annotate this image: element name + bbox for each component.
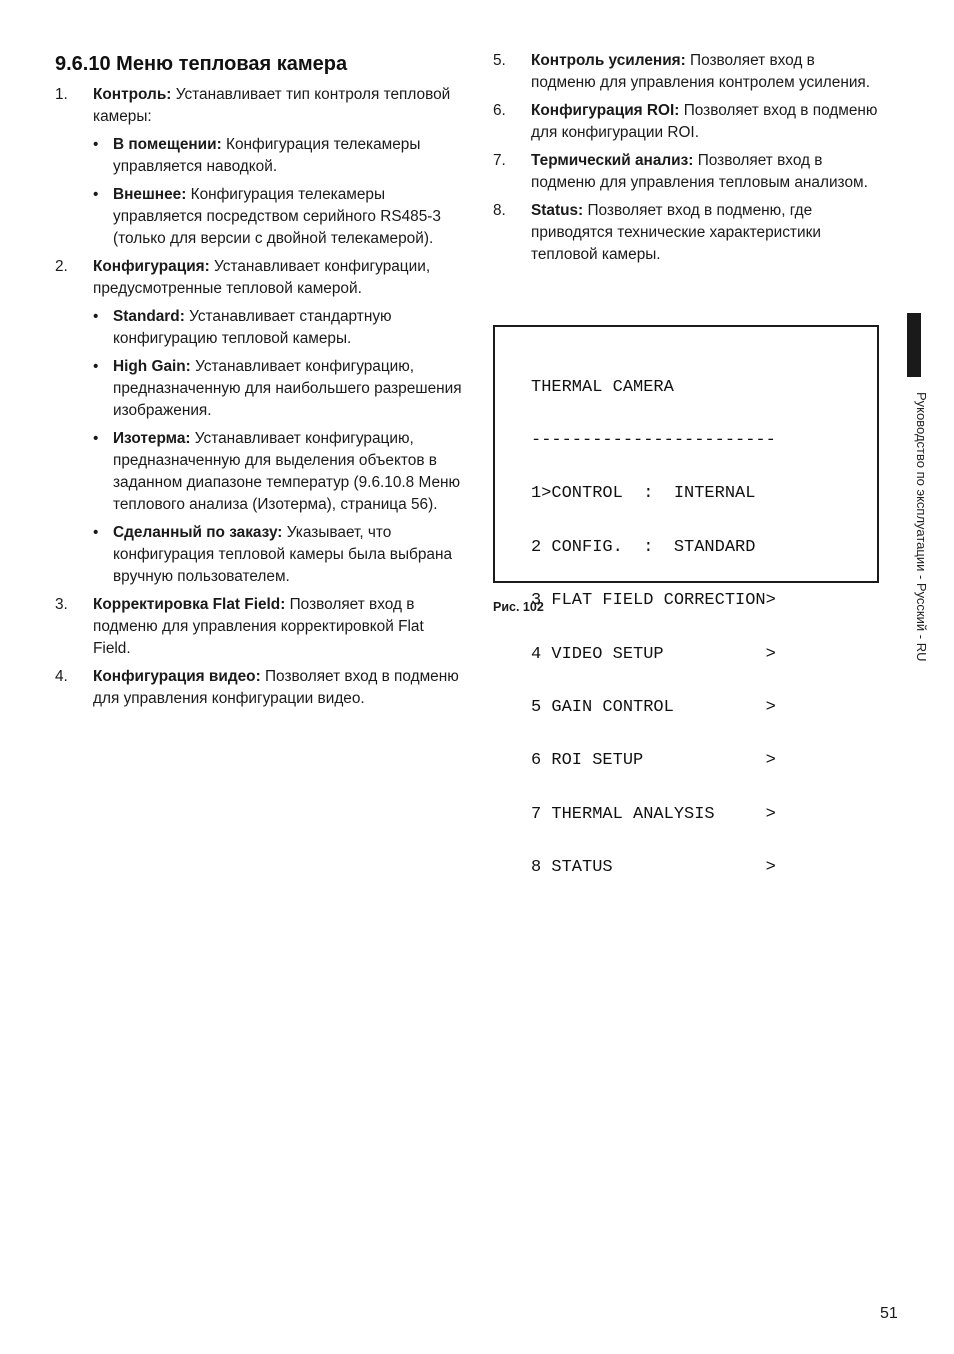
item-label: Термический анализ:	[531, 152, 694, 169]
osd-title: THERMAL CAMERA	[531, 377, 674, 397]
bullet-label: Сделанный по заказу:	[113, 524, 283, 541]
bullet-label: High Gain:	[113, 358, 191, 375]
bullet-icon: •	[93, 136, 99, 153]
item-label: Status:	[531, 202, 584, 219]
osd-line-status: 8 STATUS >	[531, 858, 776, 878]
osd-line-config: 2 CONFIG. : STANDARD	[531, 537, 756, 557]
item-text: Позволяет вход в подменю для управления контролем усиления.	[531, 52, 871, 91]
bullet-icon: •	[93, 358, 99, 375]
osd-divider: ------------------------	[531, 430, 776, 450]
osd-line-gain-control: 5 GAIN CONTROL >	[531, 697, 776, 717]
bullet-item-isotherm	[55, 428, 465, 516]
bullet-text: Устанавливает стандартную конфигурацию тепловой камеры.	[113, 308, 392, 347]
item-number: 1.	[55, 86, 68, 103]
item-text: Позволяет вход в подменю для управления конфигурации видео.	[93, 668, 459, 707]
list-item-flat-field	[55, 594, 465, 660]
list-item-gain-control	[493, 50, 883, 94]
bullet-text: Конфигурация телекамеры управляется посредством серийного RS485-3 (только для версии с двойной телекамерой).	[113, 186, 441, 247]
item-text: Позволяет вход в подменю для управления корректировкой Flat Field.	[93, 596, 424, 657]
side-running-label: Руководство по эксплуатации - Русский - RU	[914, 392, 929, 662]
item-number: 3.	[55, 596, 68, 613]
bullet-item-custom	[55, 522, 465, 588]
bullet-item-high-gain	[55, 356, 465, 422]
bullet-text: Указывает, что конфигурация тепловой камеры была выбрана вручную пользователем.	[113, 524, 453, 585]
osd-line-roi-setup: 6 ROI SETUP >	[531, 751, 776, 771]
bullet-item-external	[55, 184, 465, 250]
list-item-roi-config	[493, 100, 883, 144]
item-label: Конфигурация ROI:	[531, 102, 680, 119]
bullet-label: Standard:	[113, 308, 185, 325]
item-label: Конфигурация:	[93, 258, 210, 275]
item-label: Конфигурация видео:	[93, 668, 261, 685]
section-title: 9.6.10 Меню тепловая камера	[55, 53, 348, 75]
item-number: 5.	[493, 52, 506, 69]
bullet-text: Устанавливает конфигурацию, предназначенную для наибольшего разрешения изображения.	[113, 358, 462, 419]
item-text: Устанавливает конфигурации, предусмотренные тепловой камерой.	[93, 258, 431, 297]
item-label: Контроль:	[93, 86, 172, 103]
item-text: Позволяет вход в подменю для управления тепловым анализом.	[531, 152, 868, 191]
item-text: Устанавливает тип контроля тепловой камеры:	[93, 86, 451, 125]
osd-line-control: 1>CONTROL : INTERNAL	[531, 484, 756, 504]
bullet-item-standard	[55, 306, 465, 350]
osd-line-flat-field: 3 FLAT FIELD CORRECTION>	[531, 591, 776, 611]
osd-line-thermal-analysis: 7 THERMAL ANALYSIS >	[531, 804, 776, 824]
figure-caption: Рис. 102	[493, 600, 544, 614]
page-number: 51	[880, 1305, 898, 1322]
left-column	[55, 50, 465, 716]
list-item-status	[493, 200, 883, 266]
item-number: 2.	[55, 258, 68, 275]
item-text: Позволяет вход в подменю для конфигурации ROI.	[531, 102, 878, 141]
list-item-configuration	[55, 256, 465, 300]
item-number: 6.	[493, 102, 506, 119]
bullet-icon: •	[93, 524, 99, 541]
bullet-text: Конфигурация телекамеры управляется наводкой.	[113, 136, 421, 175]
item-label: Корректировка Flat Field:	[93, 596, 286, 613]
osd-menu-text	[531, 343, 776, 913]
item-number: 8.	[493, 202, 506, 219]
side-tab-marker	[907, 313, 921, 377]
right-column	[493, 50, 883, 272]
bullet-icon: •	[93, 186, 99, 203]
list-item-video-config	[55, 666, 465, 710]
bullet-icon: •	[93, 430, 99, 447]
item-text: Позволяет вход в подменю, где приводятся технические характеристики тепловой камеры.	[531, 202, 821, 263]
bullet-icon: •	[93, 308, 99, 325]
item-label: Контроль усиления:	[531, 52, 686, 69]
osd-line-video-setup: 4 VIDEO SETUP >	[531, 644, 776, 664]
list-item-thermal-analysis	[493, 150, 883, 194]
bullet-label: В помещении:	[113, 136, 222, 153]
bullet-label: Изотерма:	[113, 430, 191, 447]
bullet-text: Устанавливает конфигурацию, предназначенную для выделения объектов в заданном диапазоне температур (9.6.10.8 Меню теплового анализа (Изотерма), страница 56).	[113, 430, 461, 513]
bullet-item-indoor	[55, 134, 465, 178]
item-number: 4.	[55, 668, 68, 685]
list-item-control	[55, 84, 465, 128]
item-number: 7.	[493, 152, 506, 169]
bullet-label: Внешнее:	[113, 186, 187, 203]
